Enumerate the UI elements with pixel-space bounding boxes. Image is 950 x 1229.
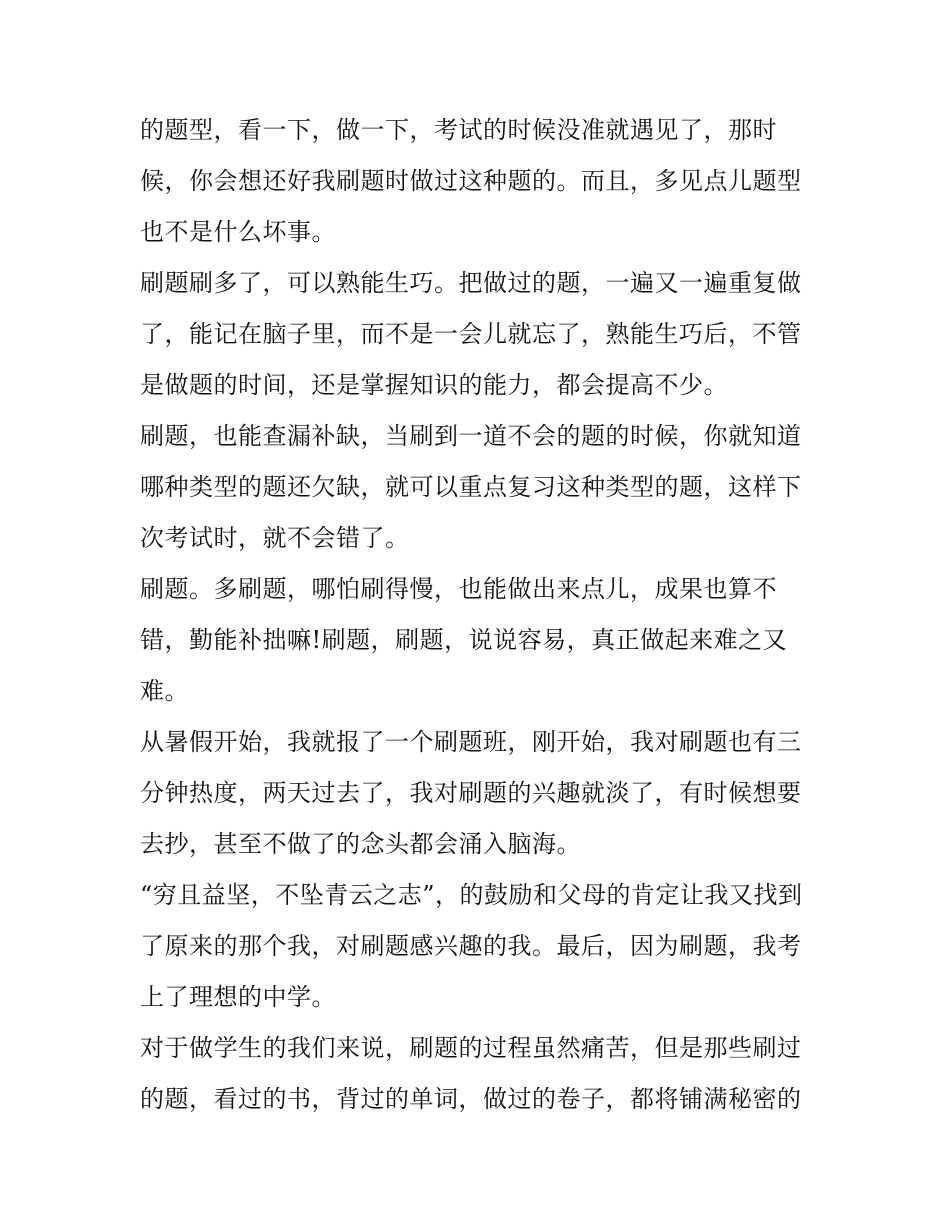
text-line: 上了理想的中学。 bbox=[140, 983, 336, 1011]
text-line: 次考试时，就不会错了。 bbox=[140, 524, 410, 552]
text-line: 也不是什么坏事。 bbox=[140, 218, 336, 246]
text-line: 的题型，看一下，做一下，考试的时候没准就遇见了，那时 bbox=[140, 116, 777, 144]
text-line: 了原来的那个我，对刷题感兴趣的我。最后，因为刷题，我考 bbox=[140, 932, 802, 960]
text-line: 错，勤能补拙嘛!刷题，刷题，说说容易，真正做起来难之又 bbox=[140, 626, 788, 654]
text-line: 难。 bbox=[140, 677, 189, 705]
text-line: 从暑假开始，我就报了一个刷题班，刚开始，我对刷题也有三 bbox=[140, 728, 802, 756]
document-body bbox=[140, 105, 820, 1125]
text-line: 分钟热度，两天过去了，我对刷题的兴趣就淡了，有时候想要 bbox=[140, 779, 802, 807]
text-line: 刷题刷多了，可以熟能生巧。把做过的题，一遍又一遍重复做 bbox=[140, 269, 802, 297]
text-line: “穷且益坚，不坠青云之志”，的鼓励和父母的肯定让我又找到 bbox=[140, 881, 803, 909]
text-line: 对于做学生的我们来说，刷题的过程虽然痛苦，但是那些刷过 bbox=[140, 1034, 802, 1062]
text-line: 哪种类型的题还欠缺，就可以重点复习这种类型的题，这样下 bbox=[140, 473, 802, 501]
text-line: 是做题的时间，还是掌握知识的能力，都会提高不少。 bbox=[140, 371, 728, 399]
text-line: 候，你会想还好我刷题时做过这种题的。而且，多见点儿题型 bbox=[140, 167, 802, 195]
text-line: 刷题，也能查漏补缺，当刷到一道不会的题的时候，你就知道 bbox=[140, 422, 802, 450]
text-line: 去抄，甚至不做了的念头都会涌入脑海。 bbox=[140, 830, 581, 858]
text-line: 的题，看过的书，背过的单词，做过的卷子，都将铺满秘密的 bbox=[140, 1085, 802, 1113]
text-line: 刷题。多刷题，哪怕刷得慢，也能做出来点儿，成果也算不 bbox=[140, 575, 777, 603]
text-line: 了，能记在脑子里，而不是一会儿就忘了，熟能生巧后，不管 bbox=[140, 320, 802, 348]
